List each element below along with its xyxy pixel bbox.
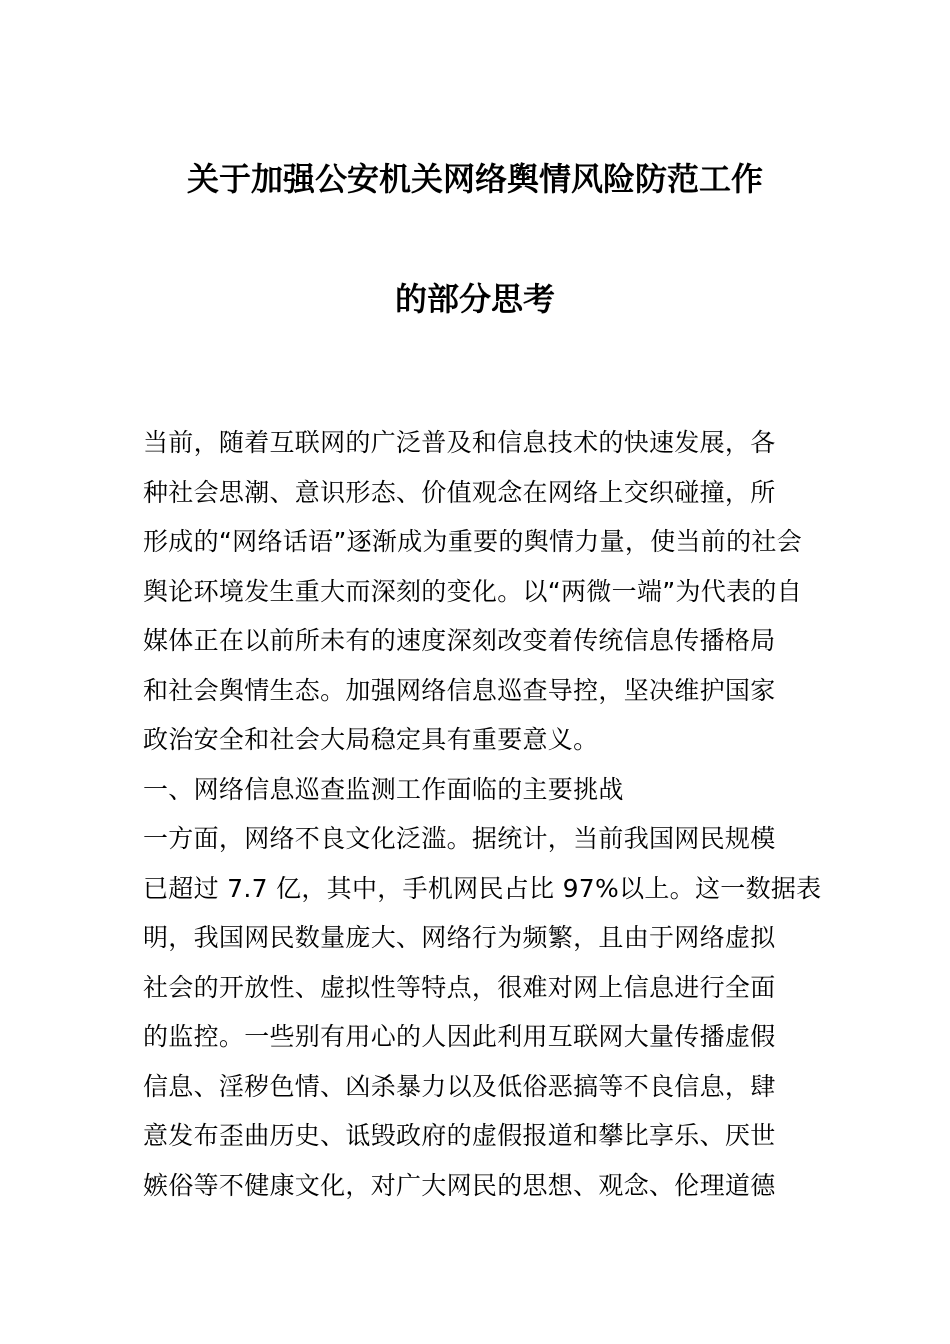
body-line: 的监控。一些别有用心的人因此利用互联网大量传播虚假 [143,1022,776,1051]
body-line: 嫉俗等不健康文化，对广大网民的思想、观念、伦理道德 [143,1170,776,1200]
document-title-line-1: 关于加强公安机关网络舆情风险防范工作 [186,160,763,198]
body-line: 和社会舆情生态。加强网络信息巡查导控，坚决维护国家 [143,675,776,705]
document-title-line-2: 的部分思考 [394,280,555,318]
body-line: 当前，随着互联网的广泛普及和信息技术的快速发展，各 [143,428,776,457]
document-body [143,418,822,1210]
body-line: 政治安全和社会大局稳定具有重要意义。 [143,725,599,754]
body-line: 明，我国网民数量庞大、网络行为频繁，且由于网络虚拟 [143,923,776,952]
section-heading: 一、网络信息巡查监测工作面临的主要挑战 [143,774,624,804]
body-line: 已超过 7.7 亿，其中，手机网民占比 97%以上。这一数据表 [143,873,822,903]
body-line: 媒体正在以前所未有的速度深刻改变着传统信息传播格局 [143,626,776,655]
body-line: 一方面，网络不良文化泛滥。据统计，当前我国网民规模 [143,824,776,853]
body-line: 形成的“网络话语”逐渐成为重要的舆情力量，使当前的社会 [143,527,803,556]
body-line: 舆论环境发生重大而深刻的变化。以“两微一端”为代表的自 [143,576,803,606]
body-line: 社会的开放性、虚拟性等特点，很难对网上信息进行全面 [143,972,776,1002]
body-line: 意发布歪曲历史、诋毁政府的虚假报道和攀比享乐、厌世 [143,1121,776,1150]
body-line: 种社会思潮、意识形态、价值观念在网络上交织碰撞，所 [143,477,776,507]
body-line: 信息、淫秽色情、凶杀暴力以及低俗恶搞等不良信息，肆 [143,1071,776,1101]
